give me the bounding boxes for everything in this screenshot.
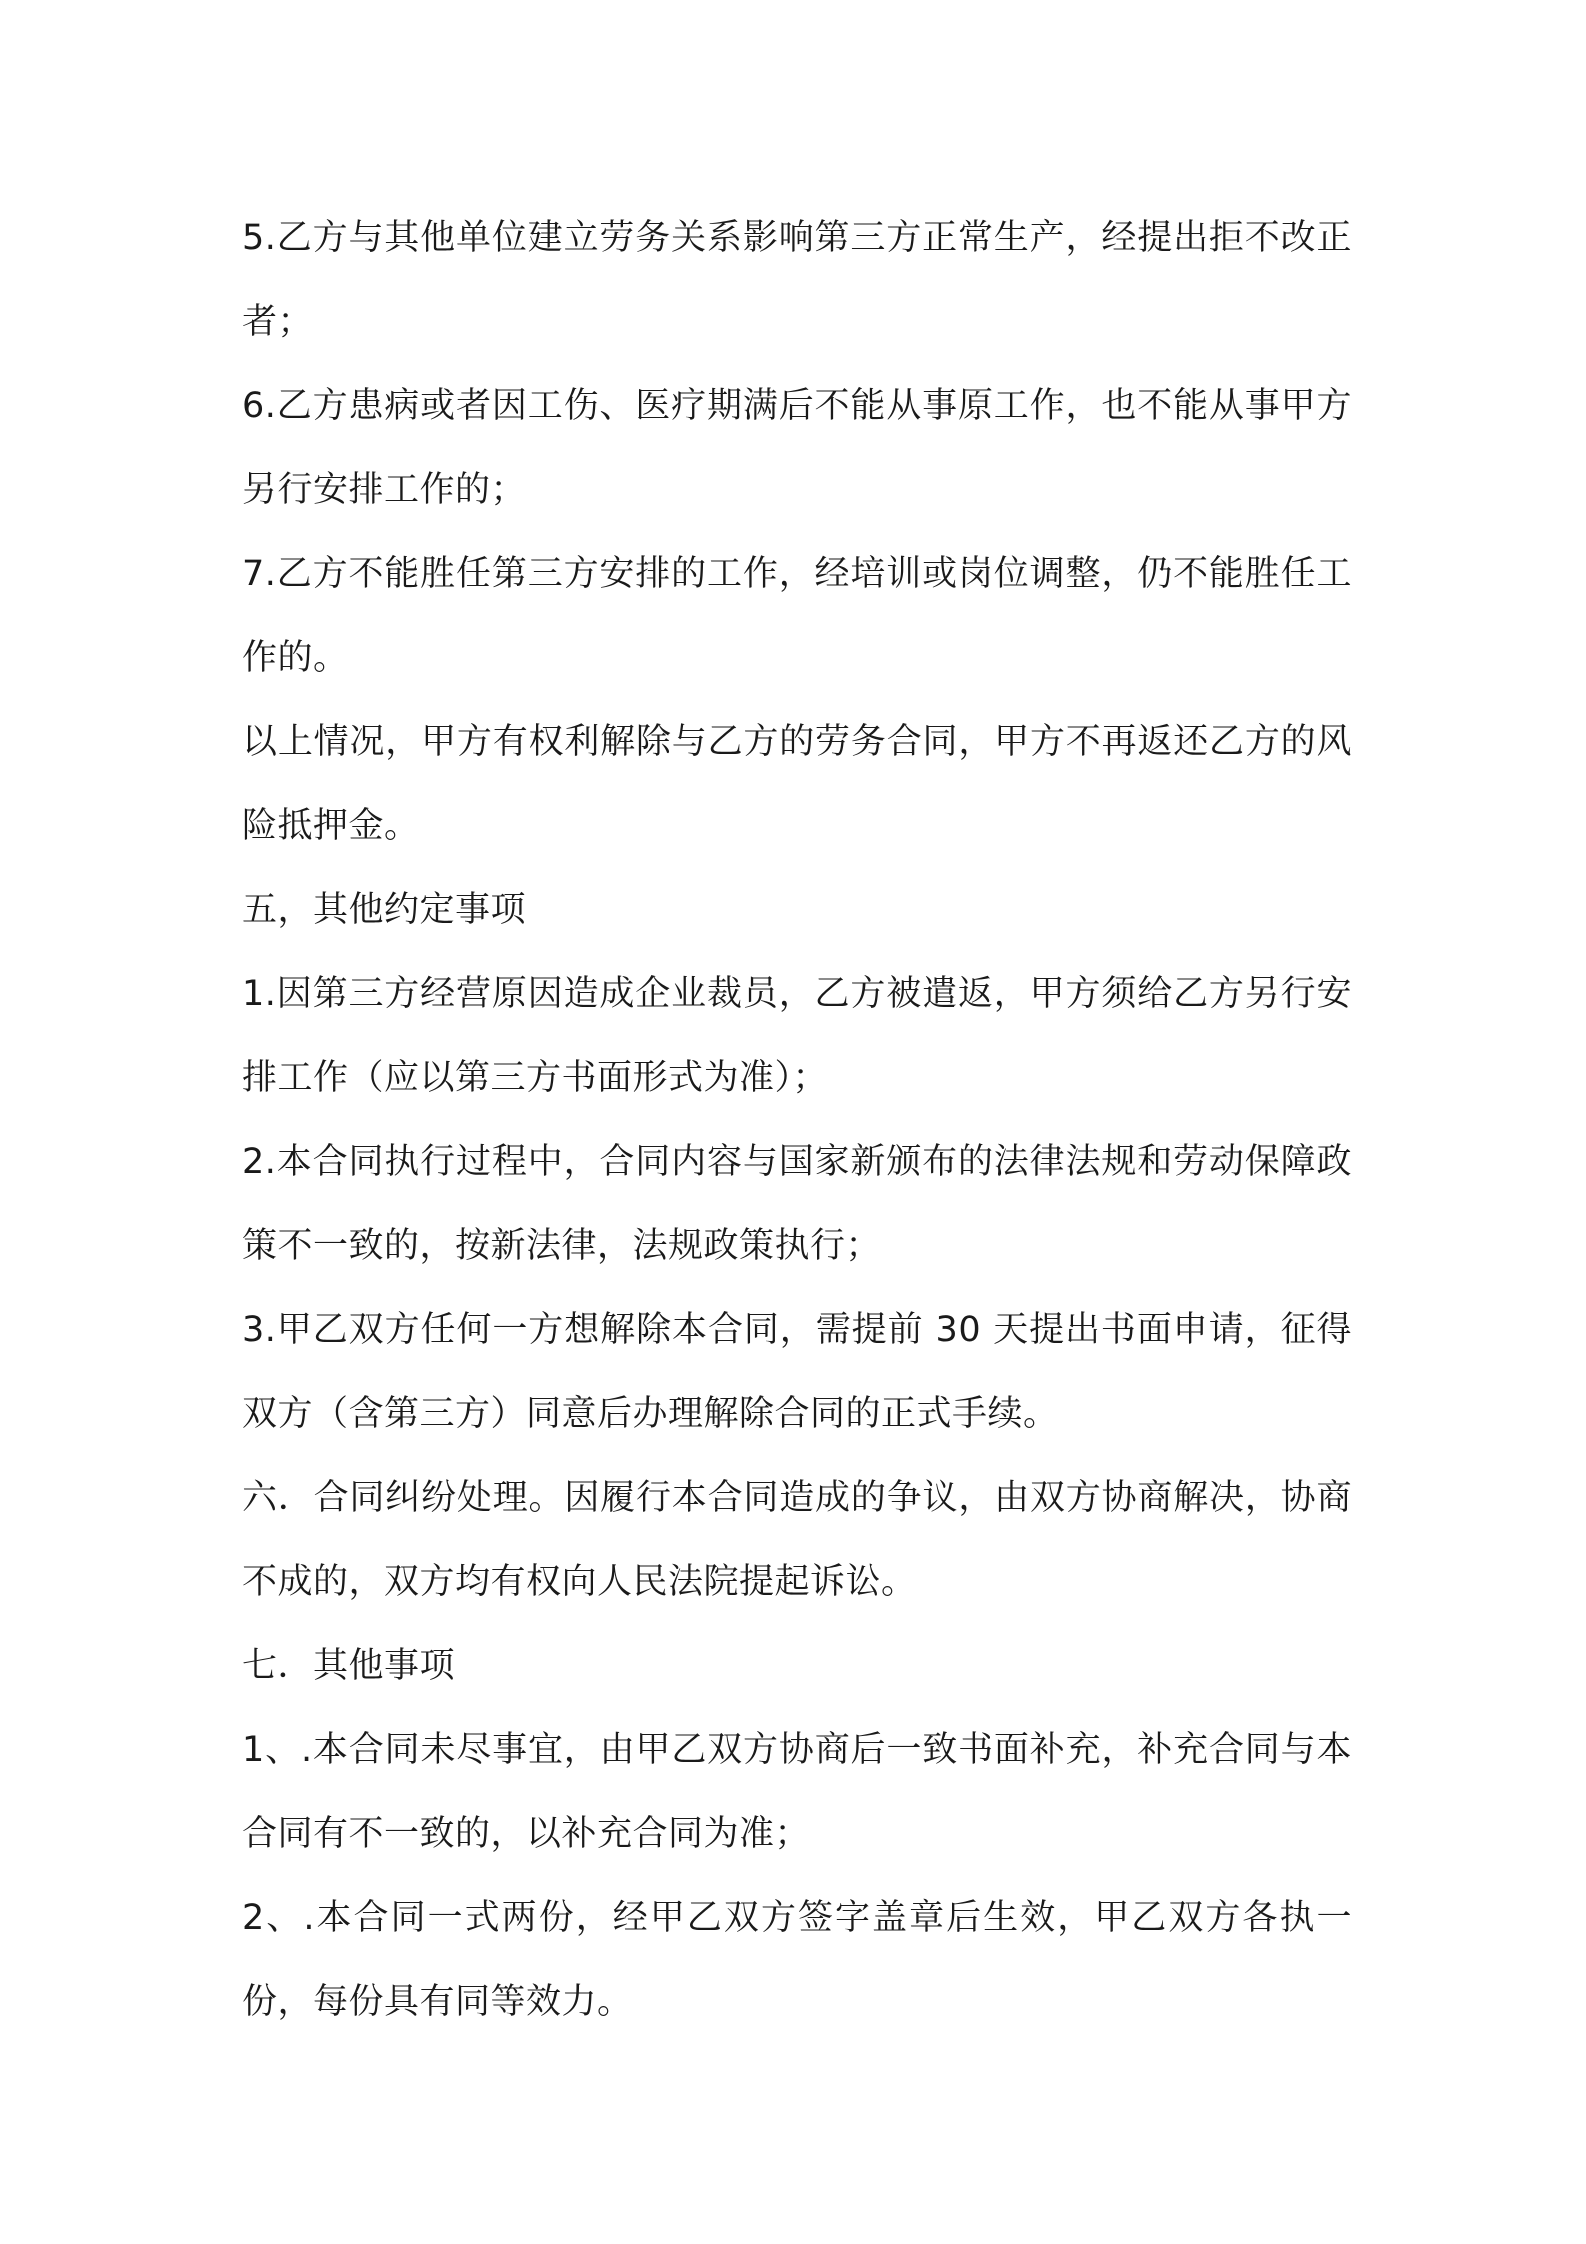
termination-summary-paragraph: 以上情况，甲方有权利解除与乙方的劳务合同，甲方不再返还乙方的风险抵押金。 <box>242 722 1352 846</box>
section-7-item-2: 2、.本合同一式两份，经甲乙双方签字盖章后生效，甲乙双方各执一份，每份具有同等效力。 <box>242 1898 1352 2022</box>
clause-6-paragraph: 6.乙方患病或者因工伤、医疗期满后不能从事原工作，也不能从事甲方另行安排工作的； <box>242 386 1352 510</box>
section-7-item-1: 1、.本合同未尽事宜，由甲乙双方协商后一致书面补充，补充合同与本合同有不一致的，以补充合同为准； <box>242 1730 1352 1854</box>
clause-5-paragraph: 5.乙方与其他单位建立劳务关系影响第三方正常生产，经提出拒不改正者； <box>242 218 1352 342</box>
clause-7-paragraph: 7.乙方不能胜任第三方安排的工作，经培训或岗位调整，仍不能胜任工作的。 <box>242 554 1352 678</box>
document-body <box>242 196 1352 2044</box>
section-5-item-1: 1.因第三方经营原因造成企业裁员，乙方被遣返，甲方须给乙方另行安排工作（应以第三方书面形式为准）； <box>242 974 1352 1098</box>
section-5-item-2: 2.本合同执行过程中，合同内容与国家新颁布的法律法规和劳动保障政策不一致的，按新法律，法规政策执行； <box>242 1142 1352 1266</box>
section-5-heading: 五，其他约定事项 <box>242 890 527 930</box>
section-6-dispute-paragraph: 六．合同纠纷处理。因履行本合同造成的争议，由双方协商解决，协商不成的，双方均有权向人民法院提起诉讼。 <box>242 1478 1352 1602</box>
section-7-heading: 七．其他事项 <box>242 1646 456 1686</box>
section-5-item-3: 3.甲乙双方任何一方想解除本合同，需提前 30 天提出书面申请，征得双方（含第三方）同意后办理解除合同的正式手续。 <box>242 1310 1352 1434</box>
